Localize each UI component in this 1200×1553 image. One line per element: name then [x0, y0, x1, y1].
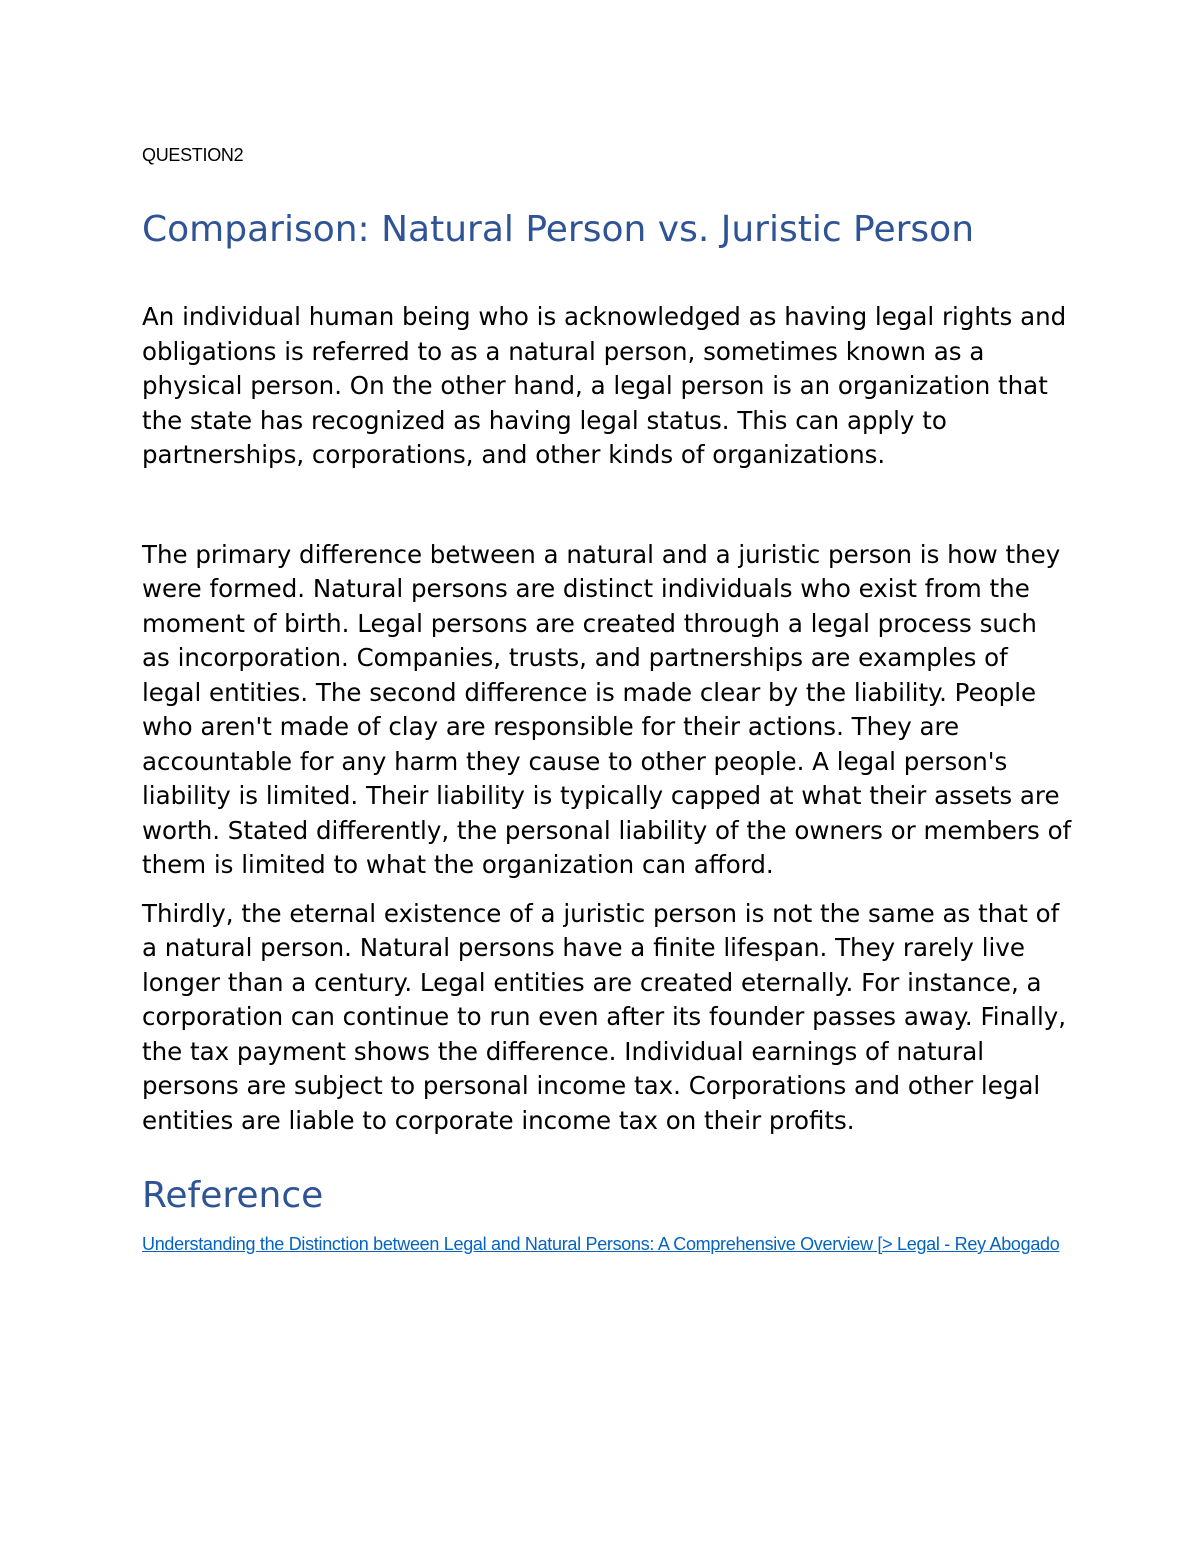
document-content [142, 142, 1072, 1258]
paragraph-differences: The primary difference between a natural and a juristic person is how they were formed. Natural persons are distinct individuals who exist from the moment of birth. Legal persons are created through a legal process such as incorporation. Companies, trusts, and partnerships are examples of legal entities. The second difference is made clear by the liability. People who aren't made of clay are responsible for their actions. They are accountable for any harm they cause to other people. A legal person's liability is limited. Their liability is typically capped at what their assets are worth. Stated differently, the personal liability of the owners or members of them is limited to what the organization can afford. [142, 539, 1072, 879]
question-label: QUESTION2 [142, 145, 244, 165]
paragraph-existence-tax: Thirdly, the eternal existence of a juristic person is not the same as that of a natural person. Natural persons have a finite lifespan. They rarely live longer than a century. Legal entities are created eternally. For instance, a corporation can continue to run even after its founder passes away. Finally, the tax payment shows the difference. Individual earnings of natural persons are subject to personal income tax. Corporations and other legal entities are liable to corporate income tax on their profits. [142, 898, 1067, 1135]
document-title: Comparison: Natural Person vs. Juristic Person [142, 209, 975, 250]
paragraph-definition: An individual human being who is acknowledged as having legal rights and obligations is referred to as a natural person, sometimes known as a physical person. On the other hand, a legal person is an organization that the state has recognized as having legal status. This can apply to partnerships, corporations, and other kinds of organizations. [142, 302, 1067, 469]
reference-link[interactable]: Understanding the Distinction between Legal and Natural Persons: A Comprehensive Overview [> Legal - Rey Abogado [142, 1234, 1060, 1254]
reference-heading: Reference [142, 1175, 324, 1216]
